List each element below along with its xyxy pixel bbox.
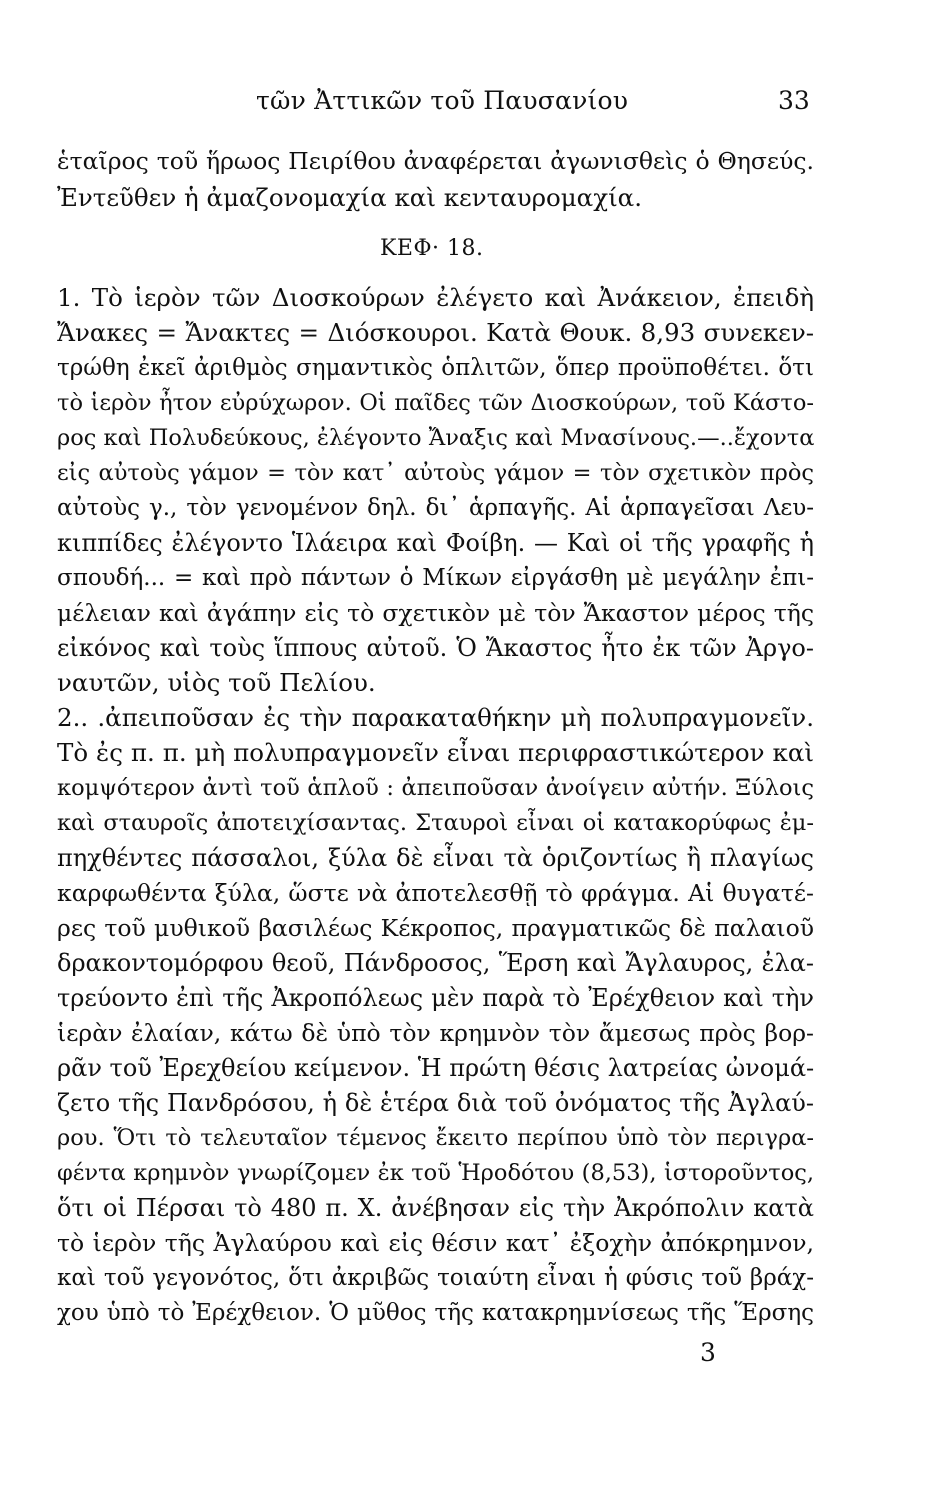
text-line: τρεύοντο ἐπὶ τῆς Ἀκροπόλεως μὲν παρὰ τὸ Ἐρέχθειον καὶ τὴν [57,984,814,1012]
text-line: κιππίδες ἐλέγοντο Ἱλάειρα καὶ Φοίβη. — Καὶ οἱ τῆς γραφῆς ἡ [57,529,814,557]
text-line: δρακοντομόρφου θεοῦ, Πάνδροσος, Ἕρση καὶ Ἄγλαυρος, ἐλα- [57,949,814,977]
text-line: τρώθη ἐκεῖ ἀριθμὸς σημαντικὸς ὁπλιτῶν, ὅπερ προϋποθέτει. ὅτι [57,355,814,381]
text-line: τὸ ἱερὸν ἦτον εὐρύχωρον. Οἱ παῖδες τῶν Διοσκούρων, τοῦ Κάστο- [57,390,814,416]
intro-line: Ἐντεῦθεν ἡ ἀμαζονομαχία καὶ κενταυρομαχία. [57,183,643,212]
text-line: φέντα κρημνὸν γνωρίζομεν ἐκ τοῦ Ἡροδότου (8,53), ἱστοροῦντος, [57,1160,814,1186]
text-line: Ἄνακες = Ἄνακτες = Διόσκουροι. Κατὰ Θουκ. 8,93 συνεκεν- [57,318,814,347]
page-number: 33 [778,86,810,115]
text-line: ναυτῶν, υἱὸς τοῦ Πελίου. [57,668,376,697]
running-title: τῶν Ἀττικῶν τοῦ Παυσανίου [256,86,629,115]
text-line: εἰς αὐτοὺς γάμον = τὸν κατ᾽ αὐτοὺς γάμον = τὸν σχετικὸν πρὸς [57,460,814,486]
text-line: 1. Τὸ ἱερὸν τῶν Διοσκούρων ἐλέγετο καὶ Ἀνάκειον, ἐπειδὴ [57,283,814,312]
text-line: χου ὑπὸ τὸ Ἐρέχθειον. Ὁ μῦθος τῆς κατακρημνίσεως τῆς Ἕρσης [57,1300,814,1326]
chapter-heading: ΚΕΦ· 18. [380,236,484,261]
text-line: αὐτοὺς γ., τὸν γενομένον δηλ. δι᾽ ἁρπαγῆς. Αἱ ἁρπαγεῖσαι Λευ- [57,495,814,521]
text-line: ρες τοῦ μυθικοῦ βασιλέως Κέκροπος, πραγματικῶς δὲ παλαιοῦ [57,914,814,942]
text-line: ρᾶν τοῦ Ἐρεχθείου κείμενον. Ἡ πρώτη θέσις λατρείας ὠνομά- [57,1054,815,1082]
text-line: εἰκόνος καὶ τοὺς ἵππους αὐτοῦ. Ὁ Ἄκαστος ἦτο ἐκ τῶν Ἀργο- [57,634,814,662]
text-line: τὸ ἱερὸν τῆς Ἀγλαύρου καὶ εἰς θέσιν κατ᾽ ἐξοχὴν ἀπόκρημνον, [57,1229,814,1257]
page-header [0,86,943,122]
text-line: καὶ τοῦ γεγονότος, ὅτι ἀκριβῶς τοιαύτη εἶναι ἡ φύσις τοῦ βράχ- [57,1265,814,1291]
text-line: καὶ σταυροῖς ἀποτειχίσαντας. Σταυροὶ εἶναι οἱ κατακορύφως ἐμ- [57,810,814,836]
text-line: ὅτι οἱ Πέρσαι τὸ 480 π. Χ. ἀνέβησαν εἰς τὴν Ἀκρόπολιν κατὰ [57,1194,814,1222]
text-line: καρφωθέντα ξύλα, ὥστε νὰ ἀποτελεσθῇ τὸ φράγμα. Αἱ θυγατέ- [57,879,814,907]
text-line: κομψότερον ἀντὶ τοῦ ἁπλοῦ : ἀπειποῦσαν ἀνοίγειν αὐτήν. Ξύλοις [57,775,814,801]
text-line: πηχθέντες πάσσαλοι, ξύλα δὲ εἶναι τὰ ὁριζοντίως ἢ πλαγίως [57,844,814,872]
text-line: Τὸ ἐς π. π. μὴ πολυπραγμονεῖν εἶναι περιφραστικώτερον καὶ [57,738,814,767]
text-line: 2.. .ἀπειποῦσαν ἐς τὴν παρακαταθήκην μὴ πολυπραγμονεῖν. [57,703,814,732]
intro-line: ἑταῖρος τοῦ ἥρωος Πειρίθου ἀναφέρεται ἀγωνισθεὶς ὁ Θησεύς. [57,147,814,175]
text-line: μέλειαν καὶ ἀγάπην εἰς τὸ σχετικὸν μὲ τὸν Ἄκαστον μέρος τῆς [57,599,814,627]
text-line: ἱερὰν ἐλαίαν, κάτω δὲ ὑπὸ τὸν κρημνὸν τὸν ἄμεσως πρὸς βορ- [57,1019,814,1047]
signature-mark: 3 [700,1338,716,1367]
text-line: ζετο τῆς Πανδρόσου, ἡ δὲ ἑτέρα διὰ τοῦ ὀνόματος τῆς Ἀγλαύ- [57,1089,814,1117]
text-line: σπουδή... = καὶ πρὸ πάντων ὁ Μίκων εἰργάσθη μὲ μεγάλην ἐπι- [57,565,814,591]
text-line: ρος καὶ Πολυδεύκους, ἐλέγοντο Ἄναξις καὶ Μνασίνους.—..ἔχοντα [57,425,815,451]
text-line: ρου. Ὅτι τὸ τελευταῖον τέμενος ἔκειτο περίπου ὑπὸ τὸν περιγρα- [57,1125,814,1151]
